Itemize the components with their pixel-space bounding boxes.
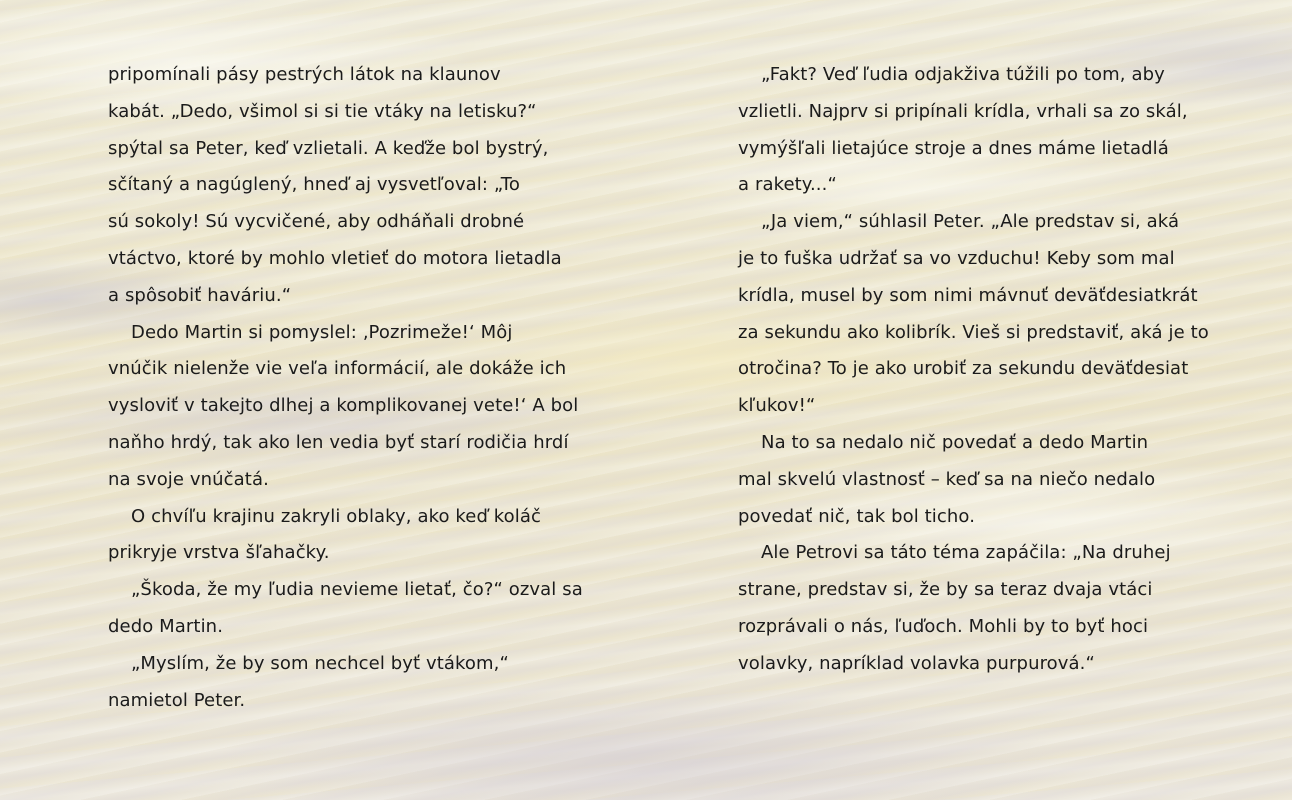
text-line: „Fakt? Veď ľudia odjakživa túžili po tom, aby bbox=[761, 64, 1165, 85]
text-line: a spôsobiť haváriu.“ bbox=[108, 284, 292, 306]
text-line: krídla, musel by som nimi mávnuť deväťdesiatkrát bbox=[738, 284, 1198, 306]
text-line: je to fuška udržať sa vo vzduchu! Keby som mal bbox=[738, 248, 1175, 269]
text-line: volavky, napríklad volavka purpurová.“ bbox=[738, 652, 1095, 674]
text-line: Ale Petrovi sa táto téma zapáčila: „Na druhej bbox=[761, 542, 1171, 564]
text-line: vnúčik nielenže vie veľa informácií, ale dokáže ich bbox=[108, 358, 567, 380]
text-line: mal skvelú vlastnosť – keď sa na niečo nedalo bbox=[738, 468, 1156, 490]
text-line: otročina? To je ako urobiť za sekundu deväťdesiat bbox=[738, 358, 1189, 380]
text-line: vysloviť v takejto dlhej a komplikovanej vete!‘ A bol bbox=[108, 395, 579, 417]
text-line: Na to sa nedalo nič povedať a dedo Martin bbox=[761, 432, 1149, 453]
text-line: dedo Martin. bbox=[108, 616, 224, 637]
text-line: spýtal sa Peter, keď vzlietali. A keďže bol bystrý, bbox=[108, 137, 549, 159]
text-line: povedať nič, tak bol ticho. bbox=[738, 505, 976, 527]
text-line: vymýšľali lietajúce stroje a dnes máme lietadlá bbox=[738, 137, 1169, 159]
text-line: namietol Peter. bbox=[108, 689, 246, 711]
text-line: pripomínali pásy pestrých látok na klaunov bbox=[108, 64, 501, 85]
text-line: O chvíľu krajinu zakryli oblaky, ako keď koláč bbox=[131, 505, 542, 527]
text-line: sčítaný a nagúglený, hneď aj vysvetľoval: „To bbox=[108, 174, 520, 196]
text-line: vtáctvo, ktoré by mohlo vletieť do motora lietadla bbox=[108, 248, 562, 269]
text-line: „Škoda, že my ľudia nevieme lietať, čo?“ ozval sa bbox=[131, 579, 583, 601]
text-line: prikryje vrstva šľahačky. bbox=[108, 542, 330, 564]
text-line: za sekundu ako kolibrík. Vieš si predstaviť, aká je to bbox=[738, 321, 1209, 343]
text-line: na svoje vnúčatá. bbox=[108, 468, 269, 490]
text-line: a rakety...“ bbox=[738, 174, 837, 196]
text-line: sú sokoly! Sú vycvičené, aby odháňali drobné bbox=[108, 211, 525, 233]
text-line: „Myslím, že by som nechcel byť vtákom,“ bbox=[131, 652, 509, 674]
text-line: naňho hrdý, tak ako len vedia byť starí rodičia hrdí bbox=[108, 432, 569, 453]
text-line: Dedo Martin si pomyslel: ‚Pozrimeže!‘ Môj bbox=[131, 321, 513, 343]
text-line: kabát. „Dedo, všimol si si tie vtáky na letisku?“ bbox=[108, 100, 537, 122]
text-line: strane, predstav si, že by sa teraz dvaja vtáci bbox=[738, 579, 1153, 601]
text-line: kľukov!“ bbox=[738, 395, 816, 417]
text-line: rozprávali o nás, ľuďoch. Mohli by to byť hoci bbox=[738, 616, 1149, 637]
text-line: vzlietli. Najprv si pripínali krídla, vrhali sa zo skál, bbox=[738, 100, 1188, 122]
text-line: „Ja viem,“ súhlasil Peter. „Ale predstav si, aká bbox=[761, 211, 1180, 233]
